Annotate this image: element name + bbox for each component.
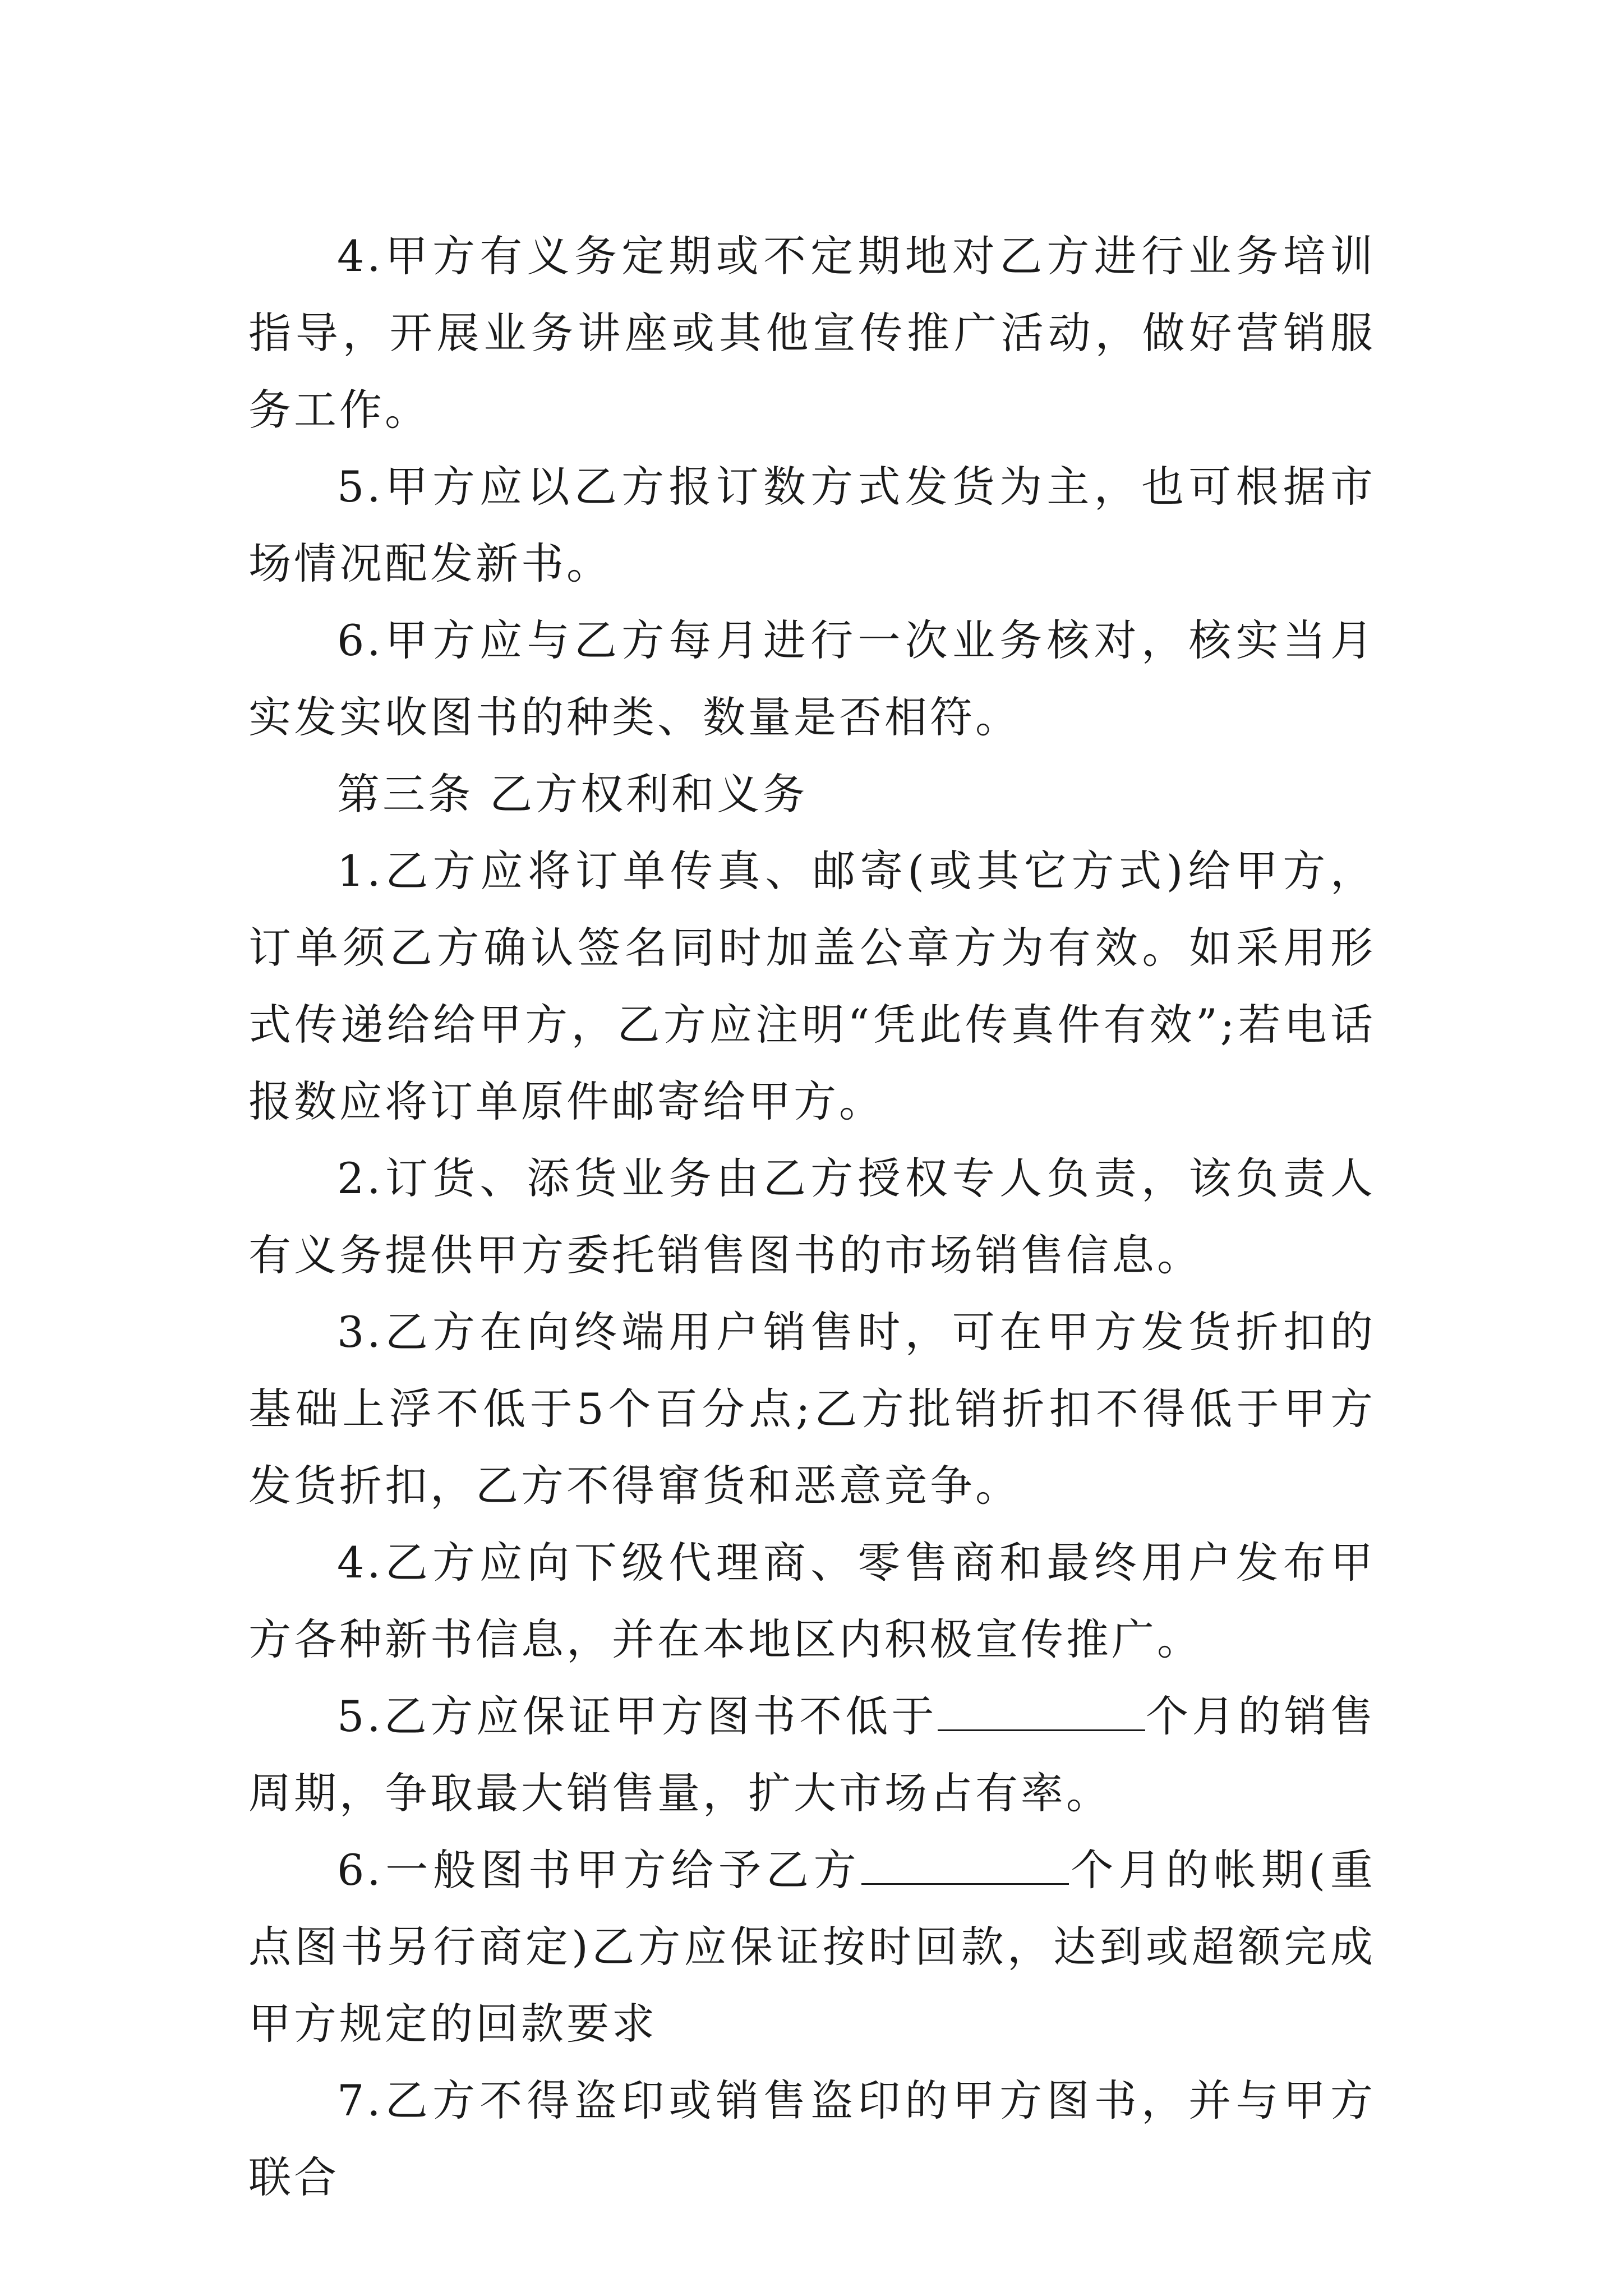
paragraph-party-a-6: 6.甲方应与乙方每月进行一次业务核对，核实当月实发实收图书的种类、数量是否相符。 [248,615,1376,742]
paragraph-party-b-1: 1.乙方应将订单传真、邮寄(或其它方式)给甲方，订单须乙方确认签名同时加盖公章方为有效。如采用形式传递给给甲方，乙方应注明“凭此传真件有效”;若电话报数应将订单原件邮寄给甲方。 [248,846,1376,1126]
paragraph-party-b-5-before: 5.乙方应保证甲方图书不低于 [337,1691,938,1741]
paragraph-party-b-6 [248,1832,1376,2062]
blank-credit-period-months [861,1849,1069,1885]
paragraph-party-b-5-after: 个月的销售周期，争取最大销售量，扩大市场占有率。 [248,1691,1376,1818]
paragraph-party-b-6-before: 6.一般图书甲方给予乙方 [337,1845,861,1895]
paragraph-party-b-5 [248,1678,1376,1832]
paragraph-party-a-5: 5.甲方应以乙方报订数方式发货为主，也可根据市场情况配发新书。 [248,462,1376,588]
paragraph-party-b-7: 7.乙方不得盗印或销售盗印的甲方图书，并与甲方联合 [248,2076,1376,2202]
document-body [248,218,1376,2216]
blank-sales-period-months [938,1696,1145,1731]
paragraph-party-b-4: 4.乙方应向下级代理商、零售商和最终用户发布甲方各种新书信息，并在本地区内积极宣传推广。 [248,1538,1376,1664]
section-heading-article-3: 第三条 乙方权利和义务 [337,769,808,819]
paragraph-party-b-2: 2.订货、添货业务由乙方授权专人负责，该负责人有义务提供甲方委托销售图书的市场销售信息。 [248,1153,1376,1280]
paragraph-party-a-4: 4.甲方有义务定期或不定期地对乙方进行业务培训指导，开展业务讲座或其他宣传推广活动，做好营销服务工作。 [248,231,1376,435]
paragraph-party-b-6-after: 个月的帐期(重点图书另行商定)乙方应保证按时回款，达到或超额完成甲方规定的回款要求 [248,1845,1376,2049]
paragraph-party-b-3: 3.乙方在向终端用户销售时，可在甲方发货折扣的基础上浮不低于5个百分点;乙方批销折扣不得低于甲方发货折扣，乙方不得窜货和恶意竞争。 [248,1307,1376,1511]
